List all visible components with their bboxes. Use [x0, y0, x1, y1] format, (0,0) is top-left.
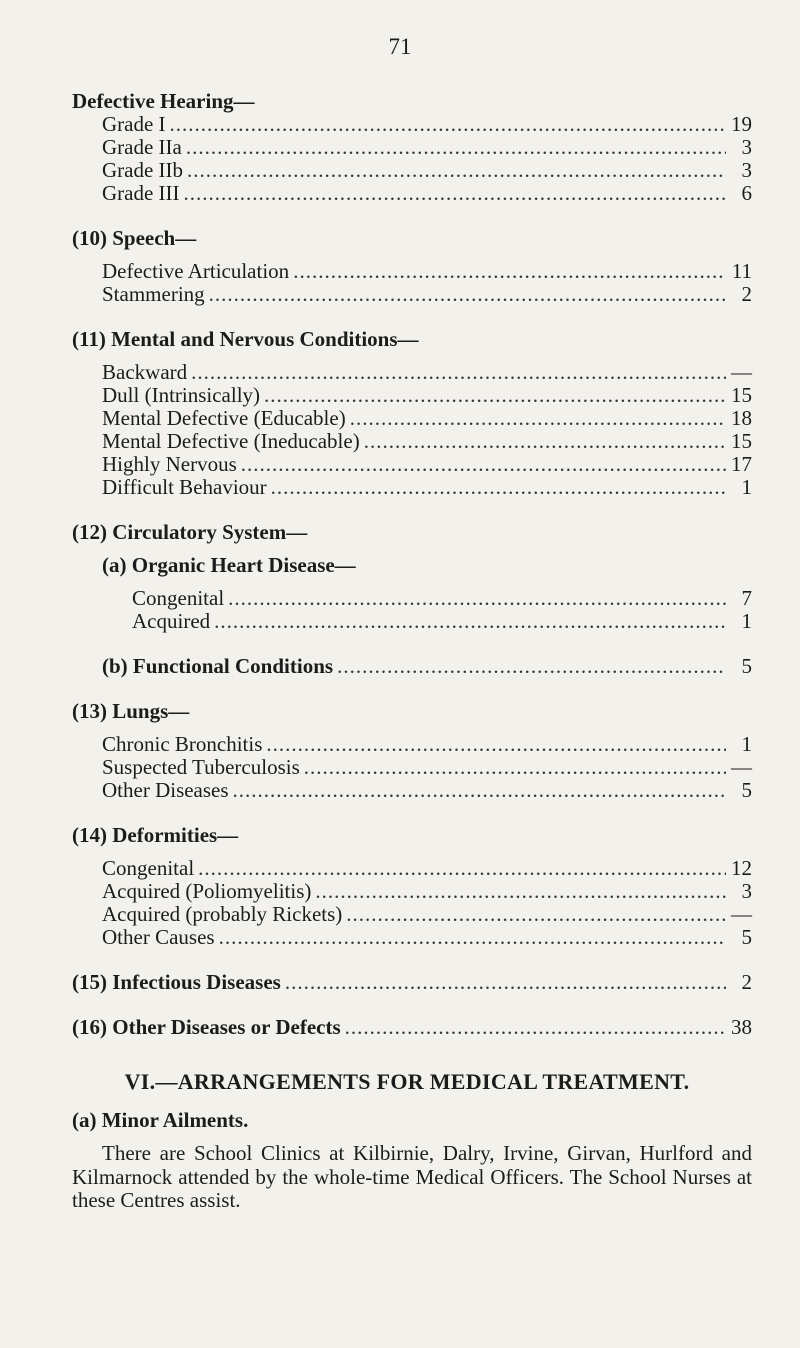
dot-leader — [228, 587, 726, 610]
item-label: Grade IIa — [102, 135, 182, 159]
item-label: Grade IIb — [102, 158, 184, 182]
list-item — [72, 159, 752, 182]
list-item — [72, 880, 752, 903]
list-item — [72, 260, 752, 283]
dot-leader — [264, 384, 726, 407]
section-heading-mental: (11) Mental and Nervous Conditions— — [72, 327, 419, 351]
list-item — [72, 182, 752, 205]
list-lungs — [72, 733, 752, 802]
item-value: 11 — [731, 259, 752, 283]
item-label: Mental Defective (Ineducable) — [102, 429, 360, 453]
dot-leader — [364, 430, 726, 453]
item-label: Acquired (probably Rickets) — [102, 902, 343, 926]
item-label: Grade III — [102, 181, 180, 205]
sub-heading-minor-ailments: (a) Minor Ailments. — [72, 1108, 249, 1132]
item-label: Chronic Bronchitis — [102, 732, 263, 756]
item-value: 6 — [741, 181, 752, 205]
dot-leader — [346, 903, 726, 926]
dot-leader — [187, 159, 726, 182]
list-item — [72, 779, 752, 802]
list-hearing — [72, 113, 752, 205]
item-label: Other Diseases — [102, 778, 229, 802]
item-value: 3 — [741, 879, 752, 903]
list-item — [72, 476, 752, 499]
list-deformities — [72, 857, 752, 949]
item-label: Backward — [102, 360, 188, 384]
list-item — [72, 733, 752, 756]
infectious-diseases-row — [72, 971, 752, 994]
item-value: 5 — [741, 778, 752, 802]
item-value: 3 — [741, 158, 752, 182]
section-title-vi: VI.—ARRANGEMENTS FOR MEDICAL TREATMENT. — [124, 1069, 690, 1094]
other-diseases-label: (16) Other Diseases or Defects — [72, 1015, 341, 1039]
list-item — [72, 361, 752, 384]
item-label: Other Causes — [102, 925, 215, 949]
item-label: Difficult Behaviour — [102, 475, 267, 499]
item-label: Congenital — [102, 856, 195, 880]
section-heading-lungs: (13) Lungs— — [72, 699, 190, 723]
section-heading-speech: (10) Speech— — [72, 226, 197, 250]
functional-conditions-value: 5 — [741, 654, 752, 678]
dot-leader — [266, 733, 726, 756]
dot-leader — [170, 113, 726, 136]
dot-leader — [241, 453, 726, 476]
section-heading-hearing: Defective Hearing— — [72, 89, 255, 113]
item-value: 5 — [741, 925, 752, 949]
list-item — [72, 113, 752, 136]
functional-conditions-row — [72, 655, 752, 678]
dot-leader — [350, 407, 726, 430]
dot-leader — [186, 136, 726, 159]
list-item — [72, 407, 752, 430]
item-label: Mental Defective (Educable) — [102, 406, 346, 430]
dot-leader — [214, 610, 726, 633]
dot-leader — [219, 926, 726, 949]
item-value: — — [731, 360, 752, 384]
section-heading-deformities: (14) Deformities— — [72, 823, 239, 847]
item-value: — — [731, 755, 752, 779]
item-value: 2 — [741, 282, 752, 306]
dot-leader — [191, 361, 726, 384]
list-item — [72, 610, 752, 633]
section-heading-circulatory: (12) Circulatory System— — [72, 520, 308, 544]
list-item — [72, 756, 752, 779]
item-label: Acquired (Poliomyelitis) — [102, 879, 312, 903]
list-mental — [72, 361, 752, 499]
page-number: 71 — [388, 34, 412, 59]
item-value: 12 — [731, 856, 752, 880]
list-item — [72, 903, 752, 926]
paragraph-minor-ailments: There are School Clinics at Kilbirnie, Dalry, Irvine, Girvan, Hurlford and Kilmarnock attended by the whole-time Medical Officers. The School Nurses at these Centres assist. — [72, 1141, 752, 1212]
item-label: Acquired — [132, 609, 211, 633]
list-item — [72, 430, 752, 453]
item-value: 1 — [741, 475, 752, 499]
item-value: 15 — [731, 429, 752, 453]
item-label: Grade I — [102, 112, 166, 136]
dot-leader — [198, 857, 726, 880]
document-body — [72, 90, 752, 1213]
item-value: 7 — [741, 586, 752, 610]
dot-leader — [315, 880, 726, 903]
list-item — [72, 587, 752, 610]
item-label: Stammering — [102, 282, 205, 306]
item-label: Highly Nervous — [102, 452, 237, 476]
item-label: Suspected Tuberculosis — [102, 755, 300, 779]
list-speech — [72, 260, 752, 306]
item-value: 17 — [731, 452, 752, 476]
dot-leader — [293, 260, 726, 283]
list-item — [72, 926, 752, 949]
dot-leader — [184, 182, 726, 205]
other-diseases-row — [72, 1016, 752, 1039]
sub-heading-organic-heart: (a) Organic Heart Disease— — [102, 553, 356, 577]
dot-leader — [271, 476, 726, 499]
dot-leader — [233, 779, 726, 802]
list-item — [72, 384, 752, 407]
dot-leader — [304, 756, 726, 779]
functional-conditions-label: (b) Functional Conditions — [102, 654, 334, 678]
list-item — [72, 136, 752, 159]
list-item — [72, 857, 752, 880]
other-diseases-value: 38 — [731, 1015, 752, 1039]
list-item — [72, 283, 752, 306]
item-value: 19 — [731, 112, 752, 136]
list-item — [72, 453, 752, 476]
dot-leader — [209, 283, 726, 306]
item-label: Congenital — [132, 586, 225, 610]
item-label: Defective Articulation — [102, 259, 290, 283]
item-value: 1 — [741, 609, 752, 633]
item-value: — — [731, 902, 752, 926]
infectious-diseases-label: (15) Infectious Diseases — [72, 970, 281, 994]
item-label: Dull (Intrinsically) — [102, 383, 261, 407]
item-value: 15 — [731, 383, 752, 407]
item-value: 1 — [741, 732, 752, 756]
item-value: 3 — [741, 135, 752, 159]
list-organic-heart — [72, 587, 752, 633]
item-value: 18 — [731, 406, 752, 430]
infectious-diseases-value: 2 — [741, 970, 752, 994]
